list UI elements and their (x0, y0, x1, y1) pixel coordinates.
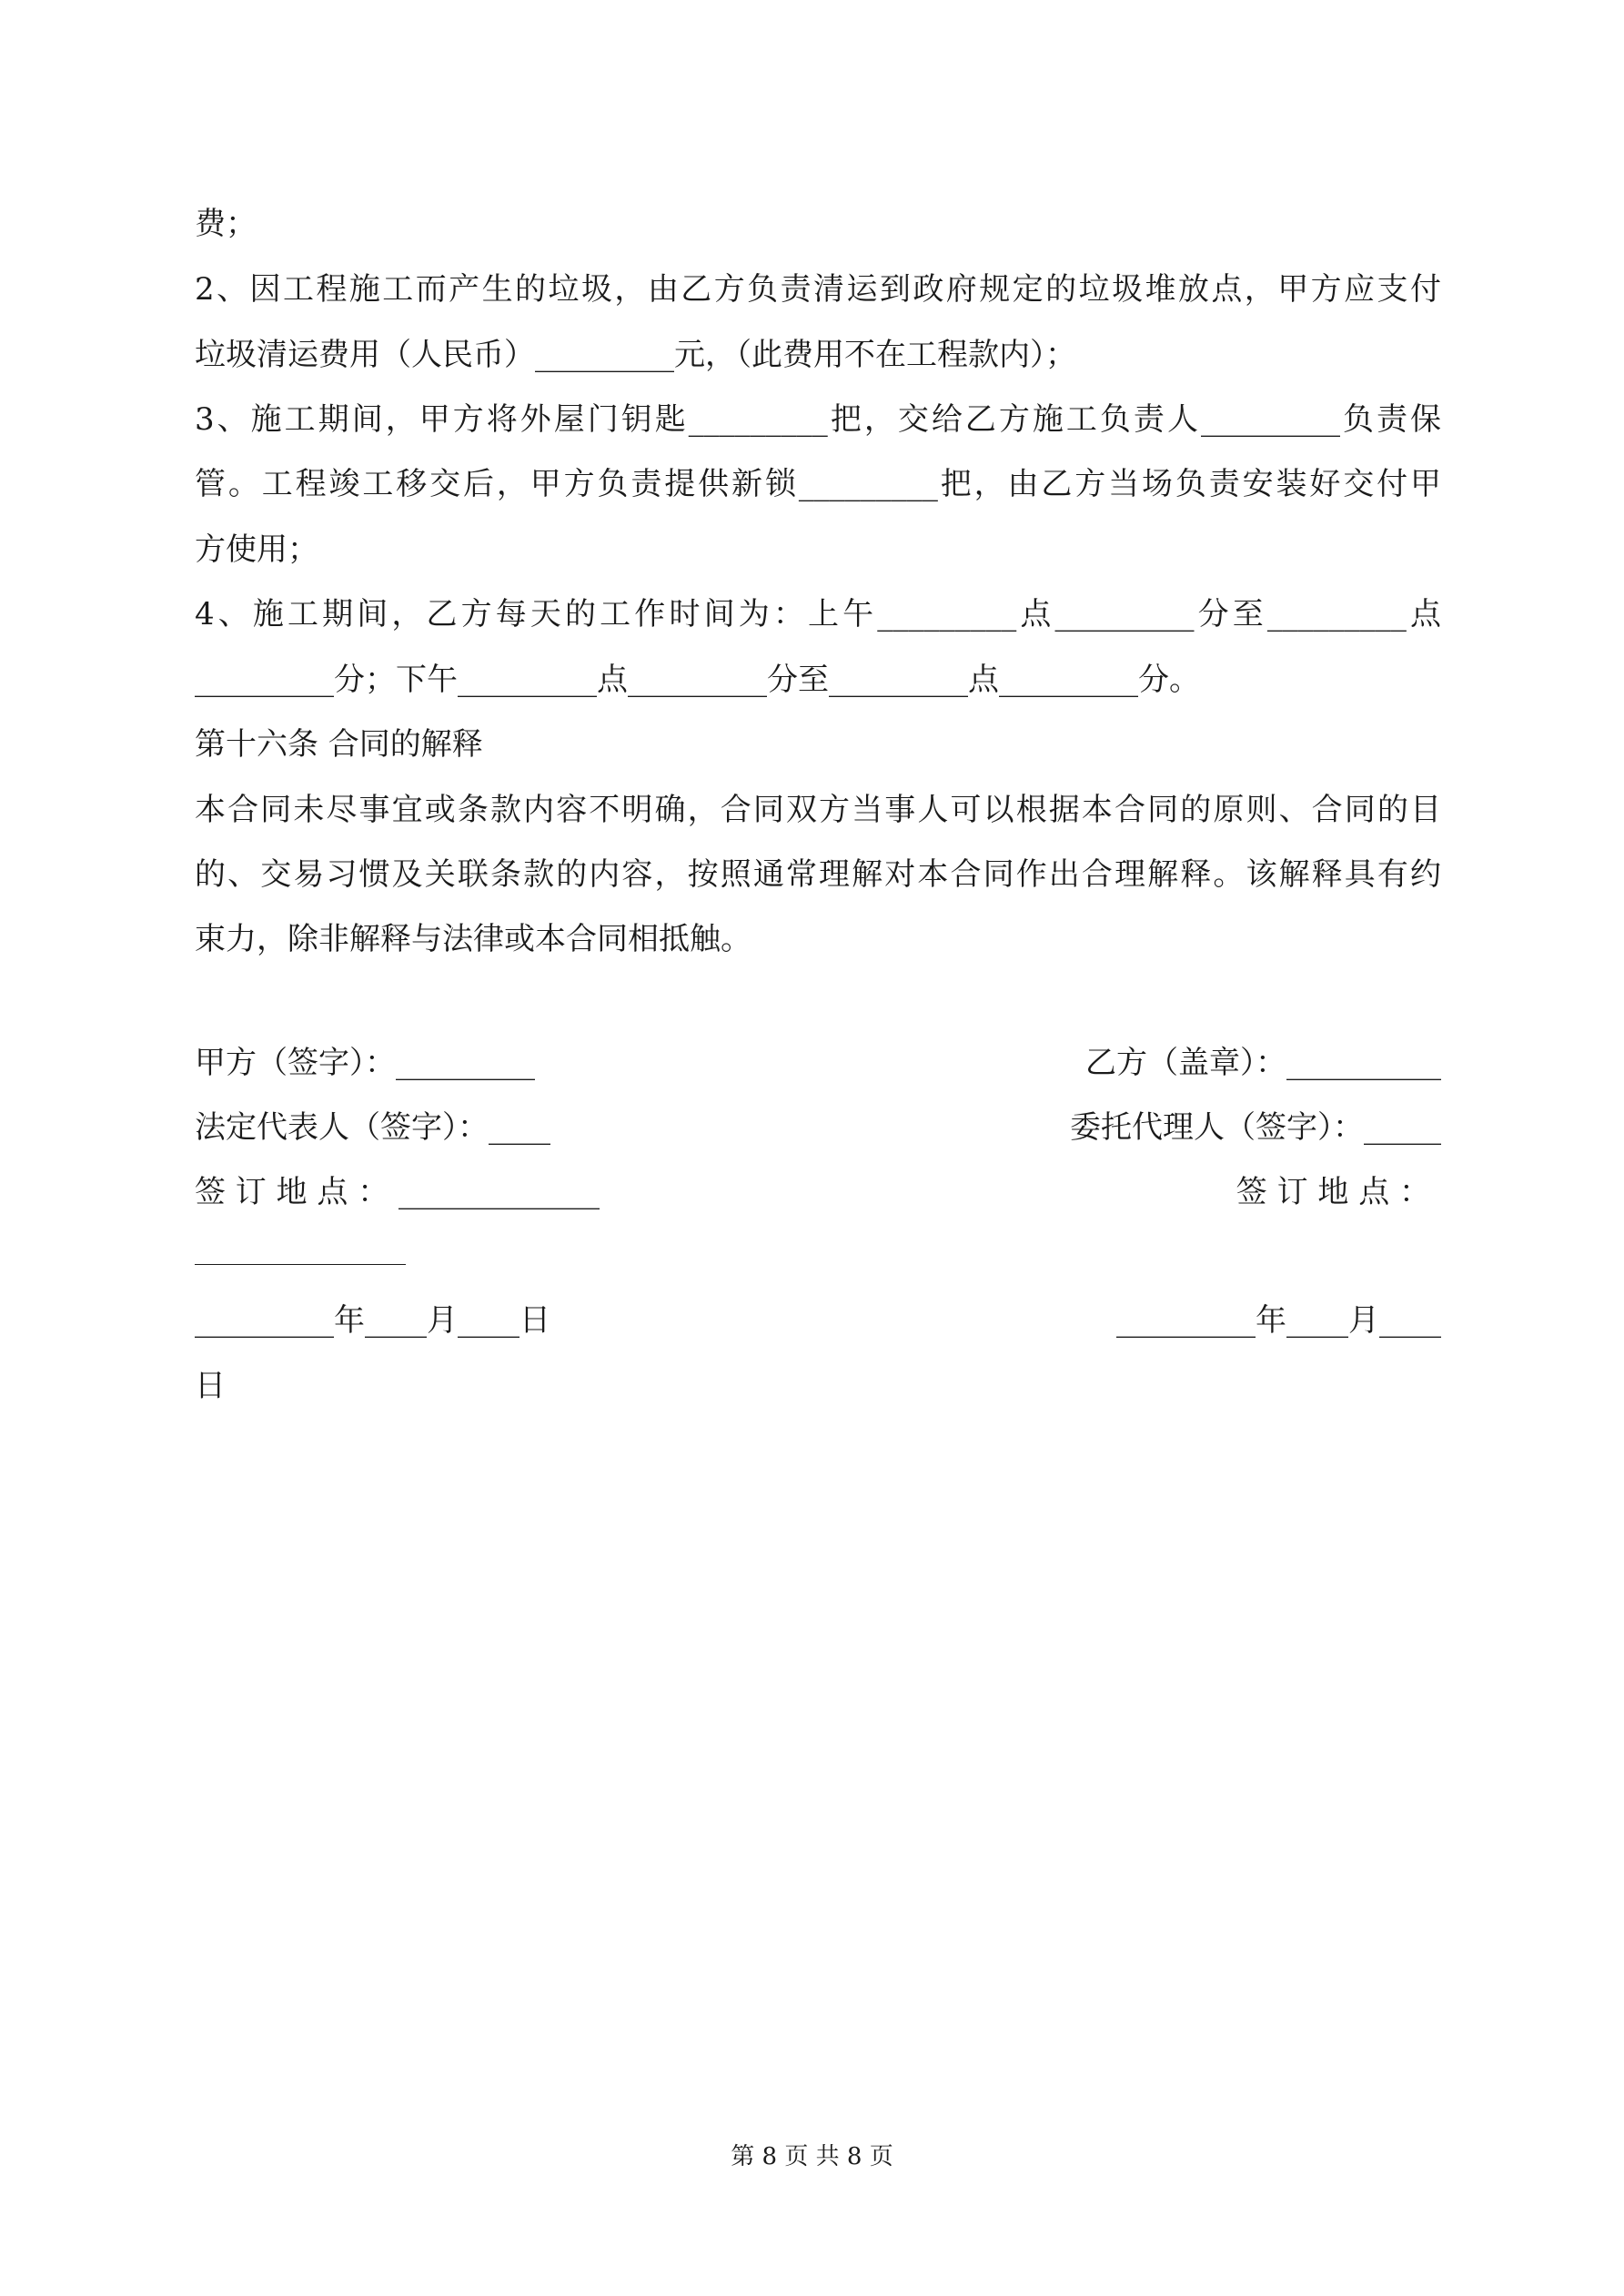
body-line-7: 4、施工期间，乙方每天的工作时间为：上午_________点_________分至_________点 (195, 596, 1441, 632)
body-line-10: 本合同未尽事宜或条款内容不明确，合同双方当事人可以根据本合同的原则、合同的目 (195, 792, 1441, 828)
body-line-2: 2、因工程施工而产生的垃圾，由乙方负责清运到政府规定的垃圾堆放点，甲方应支付 (195, 271, 1441, 308)
party-b-seal: 乙方（盖章）：__________ (1085, 1045, 1441, 1081)
signing-date-a: _________年____月____日 (195, 1302, 550, 1339)
body-line-1: 费； (195, 206, 257, 242)
body-line-11: 的、交易习惯及关联条款的内容，按照通常理解对本合同作出合理解释。该解释具有约 (195, 856, 1441, 893)
body-line-12: 束力，除非解释与法律或本合同相抵触。 (195, 921, 751, 957)
party-a-signature: 甲方（签字）：_________ (195, 1045, 535, 1081)
signing-date-b: _________年____月____ (1116, 1302, 1441, 1339)
page-number-footer: 第 8 页 共 8 页 (731, 2143, 893, 2170)
body-line-5: 管。工程竣工移交后，甲方负责提供新锁_________把，由乙方当场负责安装好交付甲 (195, 466, 1441, 502)
legal-representative-signature: 法定代表人（签字）：____ (195, 1109, 550, 1146)
agent-signature: 委托代理人（签字）：_____ (1070, 1109, 1441, 1146)
signing-place-a: 签 订 地 点 ： _____________ (195, 1174, 600, 1210)
body-line-8: _________分；下午_________点_________分至_________点_________分。 (195, 662, 1200, 698)
signing-place-b-blank-line (195, 1264, 406, 1265)
body-line-4: 3、施工期间，甲方将外屋门钥匙_________把，交给乙方施工负责人_________负责保 (195, 401, 1441, 438)
signing-date-b-day: 日 (195, 1368, 226, 1404)
body-line-3: 垃圾清运费用（人民币）_________元，（此费用不在工程款内）； (195, 337, 1076, 373)
body-line-6: 方使用； (195, 531, 318, 568)
signing-place-b: 签 订 地 点 ： (1236, 1174, 1430, 1210)
section-heading: 第十六条 合同的解释 (195, 726, 483, 763)
